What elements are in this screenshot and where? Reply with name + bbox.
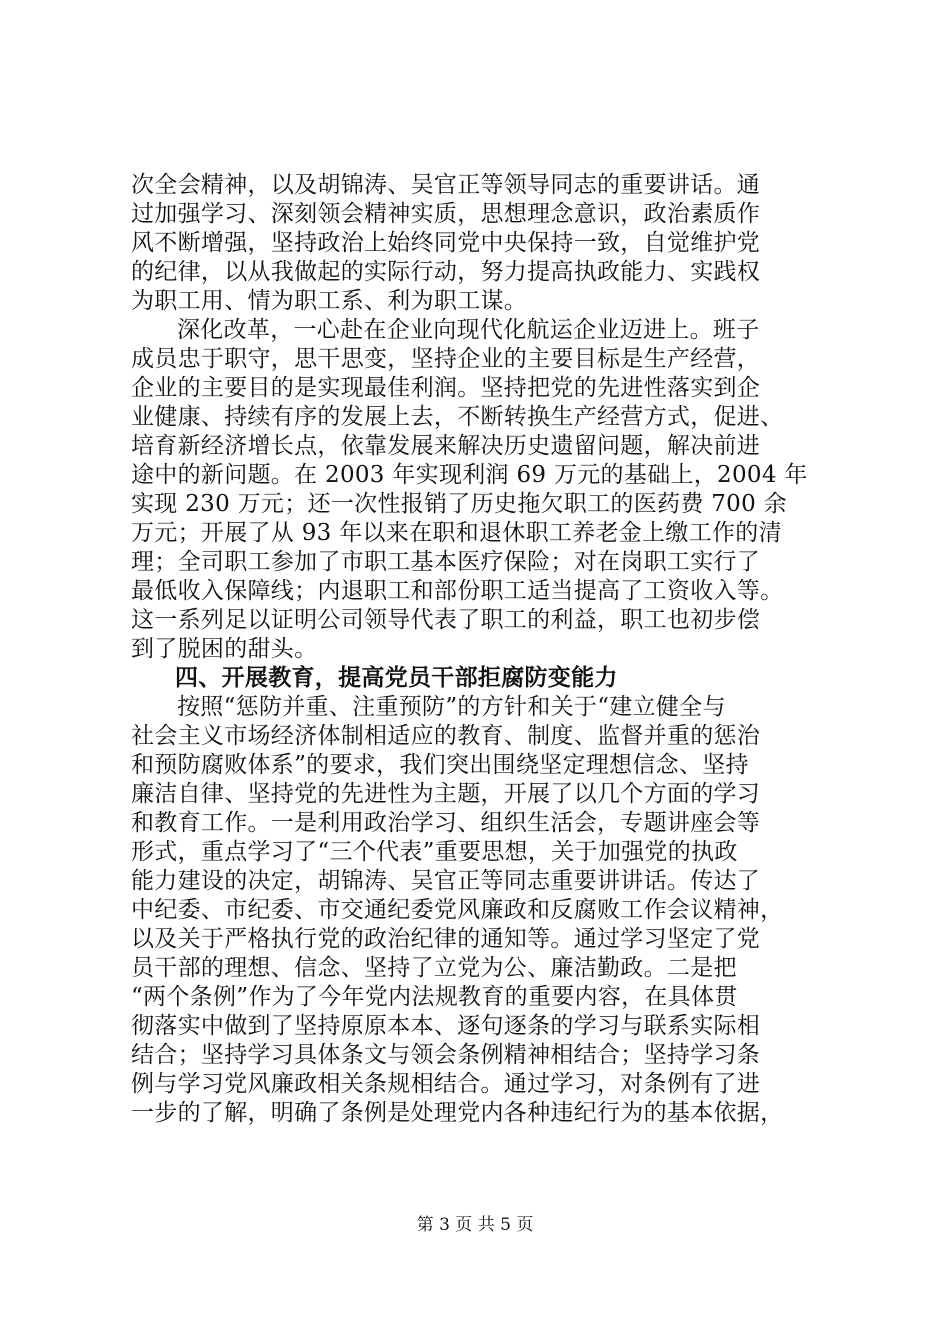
text-line: 廉洁自律、坚持党的先进性为主题，开展了以几个方面的学习 xyxy=(131,781,761,807)
section-heading: 四、开展教育，提高党员干部拒腐防变能力 xyxy=(175,665,618,691)
text-line: 结合；坚持学习具体条文与领会条例精神相结合；坚持学习条 xyxy=(131,1042,761,1068)
text-line: 理；全司职工参加了市职工基本医疗保险；对在岗职工实行了 xyxy=(131,549,761,575)
text-line: 培育新经济增长点，依靠发展来解决历史遗留问题，解决前进 xyxy=(131,433,761,459)
text-line: 例与学习党风廉政相关条规相结合。通过学习，对条例有了进 xyxy=(131,1071,761,1097)
text-line: 业健康、持续有序的发展上去，不断转换生产经营方式，促进、 xyxy=(131,404,784,430)
text-line: 能力建设的决定，胡锦涛、吴官正等同志重要讲讲话。传达了 xyxy=(131,868,761,894)
text-line: 一步的了解，明确了条例是处理党内各种违纪行为的基本依据， xyxy=(131,1100,784,1126)
text-line: 深化改革，一心赴在企业向现代化航运企业迈进上。班子 xyxy=(177,317,760,343)
text-line: 到了脱困的甜头。 xyxy=(131,636,318,662)
text-line: “两个条例”作为了今年党内法规教育的重要内容，在具体贯 xyxy=(131,984,738,1010)
text-line: 社会主义市场经济体制相适应的教育、制度、监督并重的惩治 xyxy=(131,723,761,749)
text-line: 彻落实中做到了坚持原原本本、逐句逐条的学习与联系实际相 xyxy=(131,1013,761,1039)
text-line: 实现 230 万元；还一次性报销了历史拖欠职工的医药费 700 余 xyxy=(131,491,787,517)
text-line: 万元；开展了从 93 年以来在职和退休职工养老金上缴工作的清 xyxy=(131,520,782,546)
text-line: 次全会精神，以及胡锦涛、吴官正等领导同志的重要讲话。通 xyxy=(131,172,761,198)
text-line: 中纪委、市纪委、市交通纪委党风廉政和反腐败工作会议精神， xyxy=(131,897,784,923)
text-line: 风不断增强，坚持政治上始终同党中央保持一致，自觉维护党 xyxy=(131,230,761,256)
page-footer: 第 3 页 共 5 页 xyxy=(416,1215,534,1235)
text-line: 企业的主要目的是实现最佳利润。坚持把党的先进性落实到企 xyxy=(131,375,761,401)
text-line: 和预防腐败体系”的要求，我们突出围绕坚定理想信念、坚持 xyxy=(131,752,749,778)
text-line: 员干部的理想、信念、坚持了立党为公、廉洁勤政。二是把 xyxy=(131,955,737,981)
text-line: 的纪律，以从我做起的实际行动，努力提高执政能力、实践权 xyxy=(131,259,761,285)
text-line: 过加强学习、深刻领会精神实质，思想理念意识，政治素质作 xyxy=(131,201,761,227)
document-body xyxy=(131,171,821,1128)
text-line: 和教育工作。一是利用政治学习、组织生活会，专题讲座会等 xyxy=(131,810,761,836)
text-line: 形式，重点学习了“三个代表”重要思想，关于加强党的执政 xyxy=(131,839,738,865)
text-line: 以及关于严格执行党的政治纪律的通知等。通过学习坚定了党 xyxy=(131,926,761,952)
text-line: 最低收入保障线；内退职工和部份职工适当提高了工资收入等。 xyxy=(131,578,784,604)
text-line: 为职工用、情为职工系、利为职工谋。 xyxy=(131,288,528,314)
text-line: 途中的新问题。在 2003 年实现利润 69 万元的基础上，2004 年 xyxy=(131,462,808,488)
text-line: 按照“惩防并重、注重预防”的方针和关于“建立健全与 xyxy=(177,694,726,720)
text-line: 成员忠于职守，思干思变，坚持企业的主要目标是生产经营， xyxy=(131,346,761,372)
text-line: 这一系列足以证明公司领导代表了职工的利益，职工也初步偿 xyxy=(131,607,761,633)
